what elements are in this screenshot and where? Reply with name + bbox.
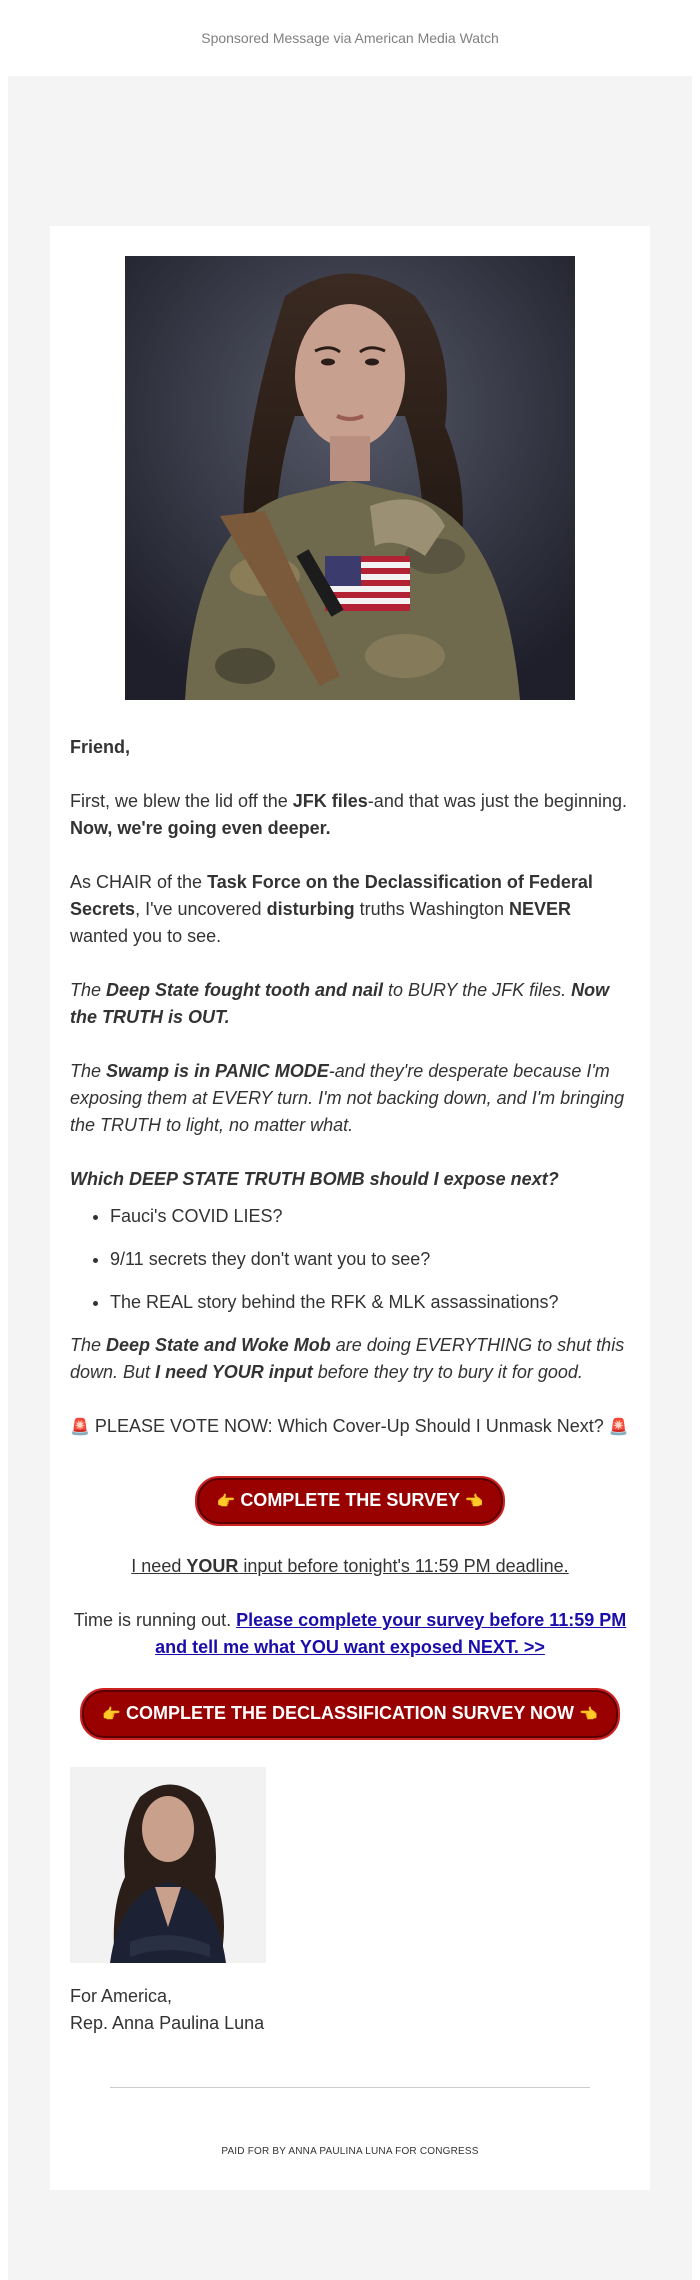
signoff-photo-illustration (70, 1767, 266, 1963)
paragraph-deep-state: The Deep State fought tooth and nail to BURY the JFK files. Now the TRUTH is OUT. (70, 980, 610, 1027)
signoff-line-1: For America, (70, 1986, 173, 2006)
deadline-notice: I need YOUR input before tonight's 11:59 PM deadline. (131, 1556, 569, 1576)
email-card (50, 226, 650, 2190)
siren-icon: 🚨 (70, 1419, 90, 1436)
message-body (70, 734, 630, 2165)
pointing-right-icon: 👉 (216, 1493, 236, 1510)
paragraph-task-force: As CHAIR of the Task Force on the Declassification of Federal Secrets, I've uncovered disturbing truths Washington NEVER wanted you to see. (70, 872, 593, 946)
pointing-left-icon: 👈 (464, 1493, 484, 1510)
survey-option: • The REAL story behind the RFK & MLK assassinations? (110, 1289, 630, 1316)
paragraph-jfk: First, we blew the lid off the JFK files-and that was just the beginning. Now, we're going even deeper. (70, 791, 627, 838)
survey-option: • 9/11 secrets they don't want you to see? (110, 1246, 630, 1273)
signoff (70, 1983, 630, 2037)
preheader: Sponsored Message via American Media Watch (201, 30, 499, 46)
paragraph-swamp: The Swamp is in PANIC MODE-and they're desperate because I'm exposing them at EVERY turn. I'm not backing down, and I'm bringing the TRUTH to light, no matter what. (70, 1061, 625, 1135)
hero-photo-illustration (125, 256, 575, 700)
vote-callout: 🚨 PLEASE VOTE NOW: Which Cover-Up Should I Unmask Next? 🚨 (70, 1416, 629, 1436)
survey-options-list (70, 1203, 630, 1316)
pointing-left-icon: 👈 (579, 1706, 598, 1723)
declassification-survey-button[interactable] (80, 1688, 619, 1740)
declassification-survey-button-label: COMPLETE THE DECLASSIFICATION SURVEY NOW (125, 1703, 575, 1723)
survey-button-row (70, 1468, 630, 1526)
signoff-photo (70, 1767, 266, 1963)
declassification-button-row (70, 1688, 630, 1740)
complete-survey-link[interactable]: Please complete your survey before 11:59 PM and tell me what YOU want exposed NEXT. >> (155, 1610, 627, 1657)
greeting: Friend, (70, 737, 131, 757)
divider (110, 2087, 590, 2088)
siren-icon: 🚨 (608, 1419, 629, 1436)
complete-survey-button[interactable] (195, 1476, 506, 1526)
time-running-out: Time is running out. Please complete your survey before 11:59 PM and tell me what YOU want exposed NEXT. >> (73, 1610, 627, 1657)
survey-question: Which DEEP STATE TRUTH BOMB should I expose next? (70, 1169, 559, 1189)
email-outer-background (8, 76, 692, 2280)
survey-option: • Fauci's COVID LIES? (110, 1203, 630, 1230)
paragraph-woke-mob: The Deep State and Woke Mob are doing EVERYTHING to shut this down. But I need YOUR input before they try to bury it for good. (70, 1335, 625, 1382)
pointing-right-icon: 👉 (102, 1706, 121, 1723)
signoff-line-2: Rep. Anna Paulina Luna (70, 2013, 265, 2033)
paid-for-disclaimer: PAID FOR BY ANNA PAULINA LUNA FOR CONGRESS (221, 2146, 479, 2157)
complete-survey-button-label: COMPLETE THE SURVEY (240, 1490, 460, 1510)
hero-photo (125, 256, 575, 700)
